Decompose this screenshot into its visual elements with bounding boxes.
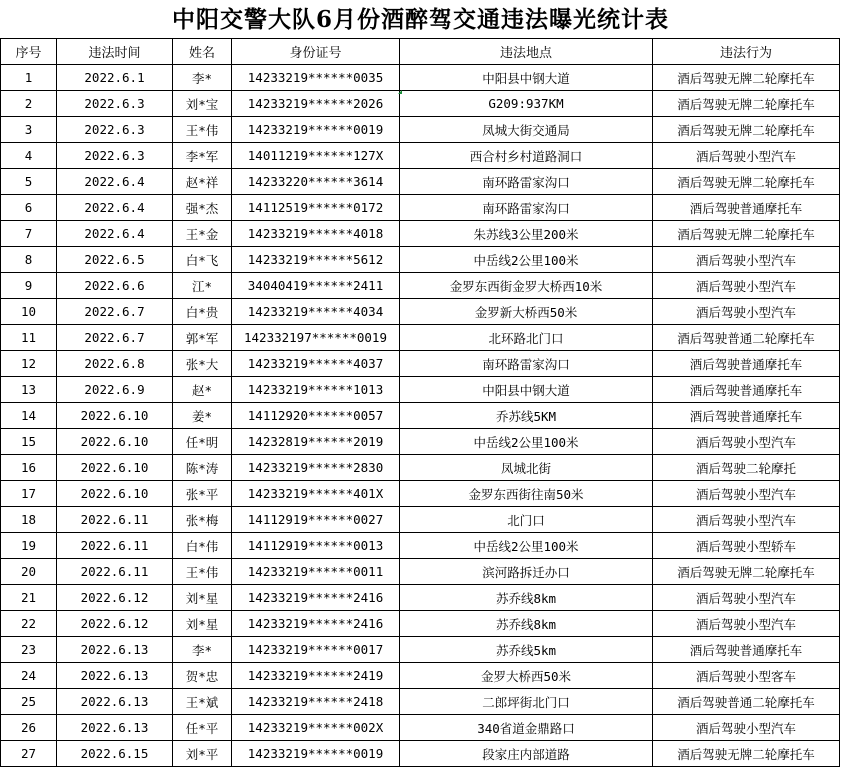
- violation-time-cell[interactable]: 2022.6.12: [57, 585, 173, 611]
- behavior-cell[interactable]: 酒后驾驶普通摩托车: [653, 195, 840, 221]
- location-cell[interactable]: 段家庄内部道路: [400, 741, 653, 767]
- row-index-cell[interactable]: 12: [1, 351, 57, 377]
- behavior-cell[interactable]: 酒后驾驶小型客车: [653, 663, 840, 689]
- id-number-cell[interactable]: 14233219******2416: [232, 611, 400, 637]
- location-cell[interactable]: 中阳县中钢大道: [400, 377, 653, 403]
- id-number-cell[interactable]: 14233219******0035: [232, 65, 400, 91]
- violation-time-cell[interactable]: 2022.6.6: [57, 273, 173, 299]
- col-header-name: 姓名: [173, 39, 232, 65]
- table-row: [1, 507, 840, 533]
- table-row: [1, 325, 840, 351]
- row-index-cell[interactable]: 27: [1, 741, 57, 767]
- id-number-cell[interactable]: 14233219******4037: [232, 351, 400, 377]
- violation-time-cell[interactable]: 2022.6.11: [57, 559, 173, 585]
- id-number-cell[interactable]: 14233219******2419: [232, 663, 400, 689]
- location-cell[interactable]: 中岳线2公里100米: [400, 429, 653, 455]
- location-cell[interactable]: 中岳线2公里100米: [400, 247, 653, 273]
- id-number-cell[interactable]: 34040419******2411: [232, 273, 400, 299]
- location-cell[interactable]: 凤城大街交通局: [400, 117, 653, 143]
- table-row: [1, 299, 840, 325]
- behavior-cell[interactable]: 酒后驾驶小型汽车: [653, 247, 840, 273]
- table-row: [1, 377, 840, 403]
- behavior-cell[interactable]: 酒后驾驶小型汽车: [653, 429, 840, 455]
- id-number-cell[interactable]: 14112519******0172: [232, 195, 400, 221]
- name-cell[interactable]: 张*大: [173, 351, 232, 377]
- table-row: [1, 689, 840, 715]
- table-row: [1, 429, 840, 455]
- id-number-cell[interactable]: 14233219******0019: [232, 117, 400, 143]
- row-index-cell[interactable]: 14: [1, 403, 57, 429]
- behavior-cell[interactable]: 酒后驾驶普通摩托车: [653, 403, 840, 429]
- name-cell[interactable]: 李*: [173, 65, 232, 91]
- location-cell[interactable]: 中阳县中钢大道: [400, 65, 653, 91]
- name-cell[interactable]: 刘*平: [173, 741, 232, 767]
- row-index-cell[interactable]: 16: [1, 455, 57, 481]
- table-row: [1, 403, 840, 429]
- behavior-cell[interactable]: 酒后驾驶无牌二轮摩托车: [653, 65, 840, 91]
- violation-time-cell[interactable]: 2022.6.3: [57, 143, 173, 169]
- behavior-cell[interactable]: 酒后驾驶无牌二轮摩托车: [653, 741, 840, 767]
- id-number-cell[interactable]: 14233219******0017: [232, 637, 400, 663]
- col-header-behavior: 违法行为: [653, 39, 840, 65]
- violation-time-cell[interactable]: 2022.6.13: [57, 715, 173, 741]
- violation-time-cell[interactable]: 2022.6.4: [57, 221, 173, 247]
- behavior-cell[interactable]: 酒后驾驶普通摩托车: [653, 377, 840, 403]
- violation-time-cell[interactable]: 2022.6.11: [57, 507, 173, 533]
- behavior-cell[interactable]: 酒后驾驶普通二轮摩托车: [653, 689, 840, 715]
- location-cell[interactable]: 西合村乡村道路洞口: [400, 143, 653, 169]
- id-number-cell[interactable]: 14233220******3614: [232, 169, 400, 195]
- name-cell[interactable]: 刘*星: [173, 611, 232, 637]
- row-index-cell[interactable]: 22: [1, 611, 57, 637]
- col-header-index: 序号: [1, 39, 57, 65]
- row-index-cell[interactable]: 6: [1, 195, 57, 221]
- violation-time-cell[interactable]: 2022.6.4: [57, 195, 173, 221]
- behavior-cell[interactable]: 酒后驾驶普通摩托车: [653, 351, 840, 377]
- location-cell[interactable]: 滨河路拆迁办口: [400, 559, 653, 585]
- name-cell[interactable]: 任*平: [173, 715, 232, 741]
- name-cell[interactable]: 陈*涛: [173, 455, 232, 481]
- row-index-cell[interactable]: 19: [1, 533, 57, 559]
- id-number-cell[interactable]: 14112919******0013: [232, 533, 400, 559]
- id-number-cell[interactable]: 142332197******0019: [232, 325, 400, 351]
- table-row: [1, 195, 840, 221]
- row-index-cell[interactable]: 18: [1, 507, 57, 533]
- id-number-cell[interactable]: 14112919******0027: [232, 507, 400, 533]
- behavior-cell[interactable]: 酒后驾驶小型汽车: [653, 611, 840, 637]
- col-header-id: 身份证号: [232, 39, 400, 65]
- violation-time-cell[interactable]: 2022.6.11: [57, 533, 173, 559]
- id-number-cell[interactable]: 14233219******002X: [232, 715, 400, 741]
- violation-time-cell[interactable]: 2022.6.8: [57, 351, 173, 377]
- name-cell[interactable]: 白*飞: [173, 247, 232, 273]
- row-index-cell[interactable]: 1: [1, 65, 57, 91]
- table-row: [1, 273, 840, 299]
- name-cell[interactable]: 李*军: [173, 143, 232, 169]
- name-cell[interactable]: 任*明: [173, 429, 232, 455]
- row-index-cell[interactable]: 9: [1, 273, 57, 299]
- id-number-cell[interactable]: 14233219******4018: [232, 221, 400, 247]
- name-cell[interactable]: 王*伟: [173, 559, 232, 585]
- location-cell[interactable]: 中岳线2公里100米: [400, 533, 653, 559]
- location-cell[interactable]: 苏乔线8km: [400, 585, 653, 611]
- location-cell[interactable]: 南环路雷家沟口: [400, 195, 653, 221]
- id-number-cell[interactable]: 14233219******2416: [232, 585, 400, 611]
- violation-time-cell[interactable]: 2022.6.10: [57, 481, 173, 507]
- behavior-cell[interactable]: 酒后驾驶小型汽车: [653, 273, 840, 299]
- table-row: [1, 247, 840, 273]
- table-row: [1, 65, 840, 91]
- id-number-cell[interactable]: 14011219******127X: [232, 143, 400, 169]
- violation-time-cell[interactable]: 2022.6.3: [57, 117, 173, 143]
- row-index-cell[interactable]: 3: [1, 117, 57, 143]
- behavior-cell[interactable]: 酒后驾驶小型汽车: [653, 299, 840, 325]
- location-cell[interactable]: 苏乔线8km: [400, 611, 653, 637]
- violation-table: [0, 38, 840, 767]
- table-row: [1, 637, 840, 663]
- location-cell[interactable]: 苏乔线5km: [400, 637, 653, 663]
- table-row: [1, 663, 840, 689]
- table-row: [1, 91, 840, 117]
- name-cell[interactable]: 贺*忠: [173, 663, 232, 689]
- id-number-cell[interactable]: 14233219******5612: [232, 247, 400, 273]
- table-row: [1, 351, 840, 377]
- row-index-cell[interactable]: 4: [1, 143, 57, 169]
- name-cell[interactable]: 王*伟: [173, 117, 232, 143]
- row-index-cell[interactable]: 21: [1, 585, 57, 611]
- name-cell[interactable]: 张*平: [173, 481, 232, 507]
- violation-time-cell[interactable]: 2022.6.10: [57, 429, 173, 455]
- name-cell[interactable]: 江*: [173, 273, 232, 299]
- id-number-cell[interactable]: 14233219******1013: [232, 377, 400, 403]
- behavior-cell[interactable]: 酒后驾驶小型汽车: [653, 481, 840, 507]
- violation-time-cell[interactable]: 2022.6.13: [57, 689, 173, 715]
- behavior-cell[interactable]: 酒后驾驶普通二轮摩托车: [653, 325, 840, 351]
- location-cell[interactable]: 南环路雷家沟口: [400, 169, 653, 195]
- behavior-cell[interactable]: 酒后驾驶小型汽车: [653, 715, 840, 741]
- name-cell[interactable]: 赵*祥: [173, 169, 232, 195]
- location-cell[interactable]: 朱苏线3公里200米: [400, 221, 653, 247]
- location-cell[interactable]: 二郎坪街北门口: [400, 689, 653, 715]
- location-cell[interactable]: 340省道金鼎路口: [400, 715, 653, 741]
- name-cell[interactable]: 张*梅: [173, 507, 232, 533]
- row-index-cell[interactable]: 11: [1, 325, 57, 351]
- row-index-cell[interactable]: 7: [1, 221, 57, 247]
- behavior-cell[interactable]: 酒后驾驶无牌二轮摩托车: [653, 559, 840, 585]
- behavior-cell[interactable]: 酒后驾驶二轮摩托: [653, 455, 840, 481]
- name-cell[interactable]: 姜*: [173, 403, 232, 429]
- row-index-cell[interactable]: 17: [1, 481, 57, 507]
- table-row: [1, 455, 840, 481]
- behavior-cell[interactable]: 酒后驾驶无牌二轮摩托车: [653, 117, 840, 143]
- violation-time-cell[interactable]: 2022.6.10: [57, 403, 173, 429]
- behavior-cell[interactable]: 酒后驾驶普通摩托车: [653, 637, 840, 663]
- violation-time-cell[interactable]: 2022.6.3: [57, 91, 173, 117]
- name-cell[interactable]: 刘*星: [173, 585, 232, 611]
- row-index-cell[interactable]: 13: [1, 377, 57, 403]
- location-cell[interactable]: 北环路北门口: [400, 325, 653, 351]
- name-cell[interactable]: 白*贵: [173, 299, 232, 325]
- id-number-cell[interactable]: 14233219******4034: [232, 299, 400, 325]
- name-cell[interactable]: 赵*: [173, 377, 232, 403]
- behavior-cell[interactable]: 酒后驾驶无牌二轮摩托车: [653, 91, 840, 117]
- location-cell[interactable]: 南环路雷家沟口: [400, 351, 653, 377]
- row-index-cell[interactable]: 26: [1, 715, 57, 741]
- id-number-cell[interactable]: 14233219******401X: [232, 481, 400, 507]
- location-cell[interactable]: 凤城北街: [400, 455, 653, 481]
- id-number-cell[interactable]: 14233219******0011: [232, 559, 400, 585]
- behavior-cell[interactable]: 酒后驾驶小型汽车: [653, 507, 840, 533]
- violation-time-cell[interactable]: 2022.6.4: [57, 169, 173, 195]
- violation-time-cell[interactable]: 2022.6.10: [57, 455, 173, 481]
- row-index-cell[interactable]: 24: [1, 663, 57, 689]
- name-cell[interactable]: 李*: [173, 637, 232, 663]
- row-index-cell[interactable]: 5: [1, 169, 57, 195]
- location-cell[interactable]: 北门口: [400, 507, 653, 533]
- id-number-cell[interactable]: 14233219******2418: [232, 689, 400, 715]
- table-row: [1, 169, 840, 195]
- violation-time-cell[interactable]: 2022.6.5: [57, 247, 173, 273]
- col-header-location: 违法地点: [400, 39, 653, 65]
- header-row: [1, 39, 840, 65]
- name-cell[interactable]: 刘*宝: [173, 91, 232, 117]
- name-cell[interactable]: 王*金: [173, 221, 232, 247]
- behavior-cell[interactable]: 酒后驾驶小型汽车: [653, 585, 840, 611]
- row-index-cell[interactable]: 2: [1, 91, 57, 117]
- table-row: [1, 559, 840, 585]
- table-row: [1, 143, 840, 169]
- name-cell[interactable]: 王*斌: [173, 689, 232, 715]
- behavior-cell[interactable]: 酒后驾驶小型汽车: [653, 143, 840, 169]
- location-cell[interactable]: 金罗大桥西50米: [400, 663, 653, 689]
- id-number-cell[interactable]: 14112920******0057: [232, 403, 400, 429]
- table-row: [1, 481, 840, 507]
- location-cell[interactable]: 金罗东西街往南50米: [400, 481, 653, 507]
- row-index-cell[interactable]: 8: [1, 247, 57, 273]
- name-cell[interactable]: 郭*军: [173, 325, 232, 351]
- id-number-cell[interactable]: 14233219******0019: [232, 741, 400, 767]
- col-header-time: 违法时间: [57, 39, 173, 65]
- violation-time-cell[interactable]: 2022.6.1: [57, 65, 173, 91]
- violation-time-cell[interactable]: 2022.6.7: [57, 299, 173, 325]
- location-cell[interactable]: 金罗东西街金罗大桥西10米: [400, 273, 653, 299]
- table-row: [1, 117, 840, 143]
- violation-time-cell[interactable]: 2022.6.7: [57, 325, 173, 351]
- violation-time-cell[interactable]: 2022.6.15: [57, 741, 173, 767]
- name-cell[interactable]: 强*杰: [173, 195, 232, 221]
- table-row: [1, 585, 840, 611]
- violation-time-cell[interactable]: 2022.6.12: [57, 611, 173, 637]
- row-index-cell[interactable]: 20: [1, 559, 57, 585]
- behavior-cell[interactable]: 酒后驾驶无牌二轮摩托车: [653, 169, 840, 195]
- cell-comment-marker: [398, 90, 402, 94]
- violation-time-cell[interactable]: 2022.6.9: [57, 377, 173, 403]
- id-number-cell[interactable]: 14232819******2019: [232, 429, 400, 455]
- location-cell[interactable]: 乔苏线5KM: [400, 403, 653, 429]
- row-index-cell[interactable]: 10: [1, 299, 57, 325]
- violation-time-cell[interactable]: 2022.6.13: [57, 637, 173, 663]
- location-cell[interactable]: G209:937KM: [400, 91, 653, 117]
- violation-time-cell[interactable]: 2022.6.13: [57, 663, 173, 689]
- table-row: [1, 715, 840, 741]
- id-number-cell[interactable]: 14233219******2830: [232, 455, 400, 481]
- location-cell[interactable]: 金罗新大桥西50米: [400, 299, 653, 325]
- row-index-cell[interactable]: 25: [1, 689, 57, 715]
- table-row: [1, 741, 840, 767]
- table-row: [1, 533, 840, 559]
- table-row: [1, 611, 840, 637]
- behavior-cell[interactable]: 酒后驾驶小型轿车: [653, 533, 840, 559]
- id-number-cell[interactable]: 14233219******2026: [232, 91, 400, 117]
- row-index-cell[interactable]: 23: [1, 637, 57, 663]
- page-title: 中阳交警大队6月份酒醉驾交通违法曝光统计表: [171, 6, 669, 33]
- name-cell[interactable]: 白*伟: [173, 533, 232, 559]
- behavior-cell[interactable]: 酒后驾驶无牌二轮摩托车: [653, 221, 840, 247]
- table-row: [1, 221, 840, 247]
- row-index-cell[interactable]: 15: [1, 429, 57, 455]
